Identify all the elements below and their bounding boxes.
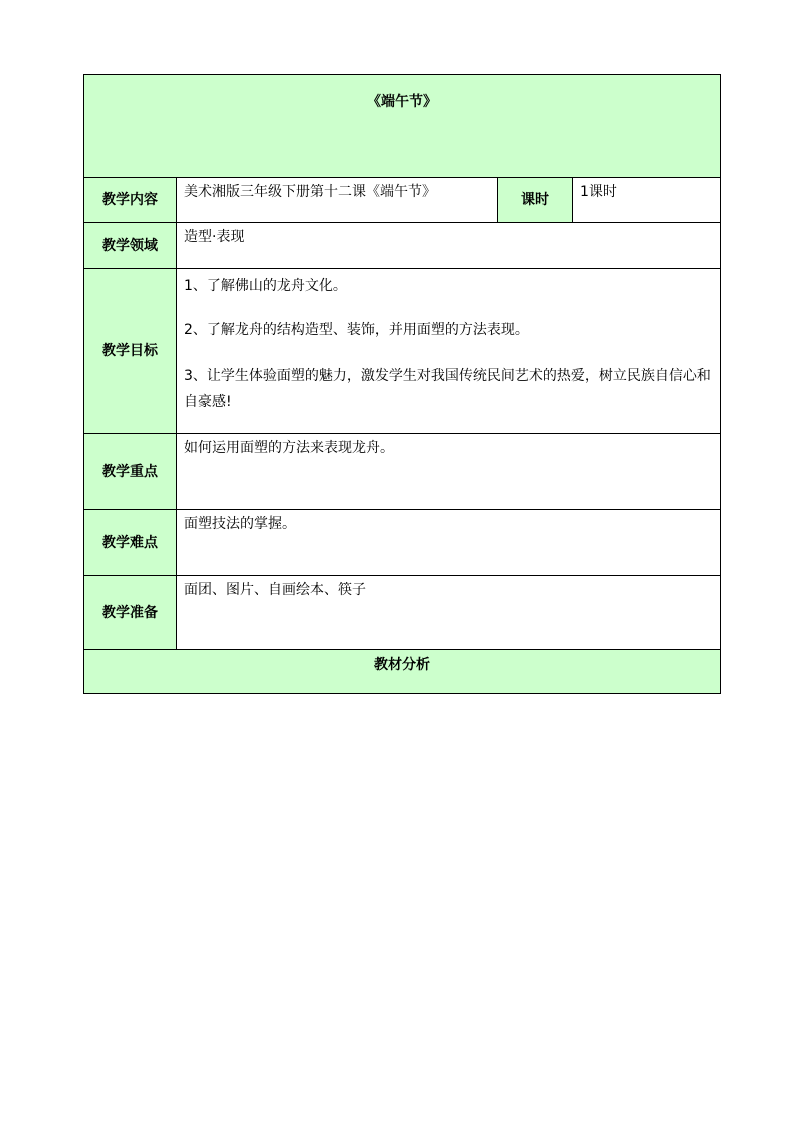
period-label: 课时 (498, 178, 573, 223)
domain-row (84, 223, 721, 269)
objective-item: 1、了解佛山的龙舟文化。 (184, 278, 347, 294)
objectives-label: 教学目标 (84, 269, 177, 434)
title-row (84, 75, 721, 178)
objectives-list (177, 269, 721, 434)
key-points-row (84, 434, 721, 510)
objective-item: 2、了解龙舟的结构造型、装饰，并用面塑的方法表现。 (184, 322, 529, 338)
preparation-value: 面团、图片、自画绘本、筷子 (177, 576, 721, 650)
difficulties-label: 教学难点 (84, 510, 177, 576)
key-points-value: 如何运用面塑的方法来表现龙舟。 (177, 434, 721, 510)
content-row (84, 178, 721, 223)
preparation-label: 教学准备 (84, 576, 177, 650)
difficulties-value: 面塑技法的掌握。 (177, 510, 721, 576)
document-title: 《端午节》 (84, 75, 721, 178)
domain-label: 教学领域 (84, 223, 177, 269)
objectives-row (84, 269, 721, 434)
materials-analysis-heading: 教材分析 (84, 650, 721, 694)
key-points-label: 教学重点 (84, 434, 177, 510)
content-label: 教学内容 (84, 178, 177, 223)
period-value: 1课时 (573, 178, 721, 223)
content-value: 美术湘版三年级下册第十二课《端午节》 (177, 178, 498, 223)
preparation-row (84, 576, 721, 650)
domain-value: 造型·表现 (177, 223, 721, 269)
footer-row (84, 650, 721, 694)
difficulties-row (84, 510, 721, 576)
lesson-plan-table (83, 74, 721, 694)
objective-item: 3、让学生体验面塑的魅力，激发学生对我国传统民间艺术的热爱，树立民族自信心和自豪感! (184, 368, 711, 410)
